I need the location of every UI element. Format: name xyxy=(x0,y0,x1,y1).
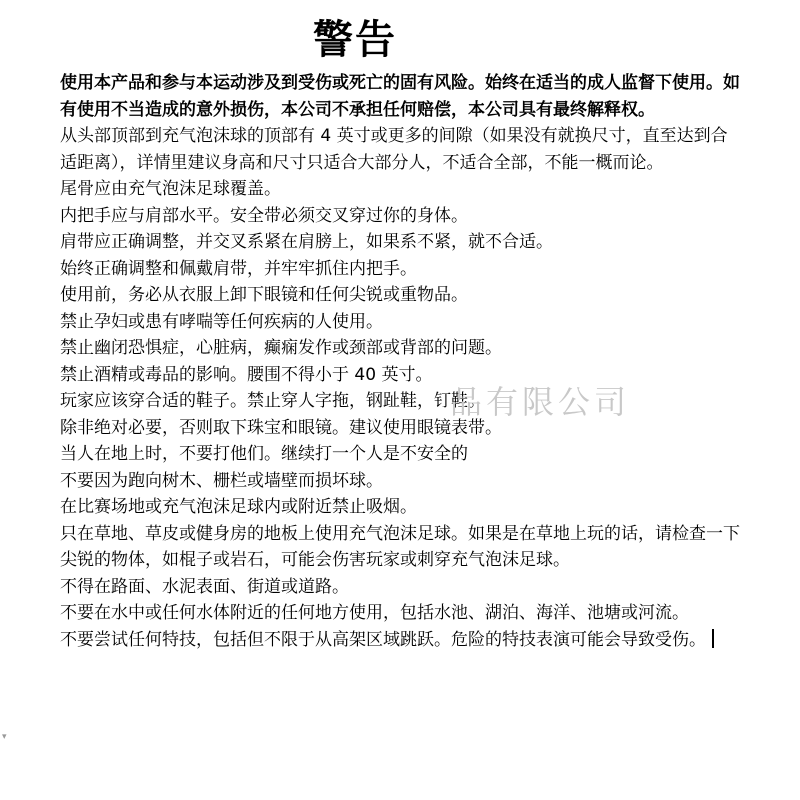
line-14: 在比赛场地或充气泡沫足球内或附近禁止吸烟。 xyxy=(60,497,417,517)
line-19 xyxy=(60,627,740,654)
line-18: 不要在水中或任何水体附近的任何地方使用，包括水池、湖泊、海洋、池塘或河流。 xyxy=(60,603,689,623)
corner-triangle-icon: ▾ xyxy=(2,732,7,742)
line-17: 不得在路面、水泥表面、街道或道路。 xyxy=(60,576,349,597)
line-1: 从头部顶部到充气泡沫球的顶部有 4 英寸或更多的间隙（如果没有就换尺寸，直至达到合适距离），详情里建议身高和尺寸只适合大部分人，不适合全部，不能一概而论。 xyxy=(60,126,728,173)
line-4: 肩带应正确调整，并交叉系紧在肩膀上，如果系不紧，就不合适。 xyxy=(60,232,553,252)
intro-paragraph: 使用本产品和参与本运动涉及到受伤或死亡的固有风险。始终在适当的成人监督下使用。如有使用不当造成的意外损伤，本公司不承担任何赔偿，本公司具有最终解释权。 xyxy=(60,73,740,120)
line-2: 尾骨应由充气泡沫足球覆盖。 xyxy=(60,179,281,199)
line-8: 禁止幽闭恐惧症，心脏病，癫痫发作或颈部或背部的问题。 xyxy=(60,338,502,358)
warning-title: 警告 xyxy=(313,16,397,63)
warning-body xyxy=(60,70,740,653)
line-6: 使用前，务必从衣服上卸下眼镜和任何尖锐或重物品。 xyxy=(60,285,468,305)
line-9: 禁止酒精或毒品的影响。腰围不得小于 40 英寸。 xyxy=(60,364,433,385)
line-19-text: 不要尝试任何特技，包括但不限于从高架区域跳跃。危险的特技表演可能会导致受伤。 xyxy=(60,629,706,650)
line-7: 禁止孕妇或患有哮喘等任何疾病的人使用。 xyxy=(60,311,383,332)
line-12: 当人在地上时，不要打他们。继续打一个人是不安全的 xyxy=(60,444,468,464)
line-3: 内把手应与肩部水平。安全带必须交叉穿过你的身体。 xyxy=(60,205,468,226)
line-13: 不要因为跑向树木、栅栏或墙壁而损坏球。 xyxy=(60,470,383,491)
text-cursor[interactable] xyxy=(712,629,714,648)
line-16: 尖锐的物体，如棍子或岩石，可能会伤害玩家或刺穿充气泡沫足球。 xyxy=(60,550,570,570)
line-10: 玩家应该穿合适的鞋子。禁止穿人字拖，钢趾鞋，钉鞋。 xyxy=(60,391,485,411)
line-5: 始终正确调整和佩戴肩带，并牢牢抓住内把手。 xyxy=(60,258,417,279)
line-15: 只在草地、草皮或健身房的地板上使用充气泡沫足球。如果是在草地上玩的话，请检查一下 xyxy=(60,523,740,544)
line-11: 除非绝对必要，否则取下珠宝和眼镜。建议使用眼镜表带。 xyxy=(60,417,502,438)
watermark: 品有限公司 xyxy=(450,383,631,421)
